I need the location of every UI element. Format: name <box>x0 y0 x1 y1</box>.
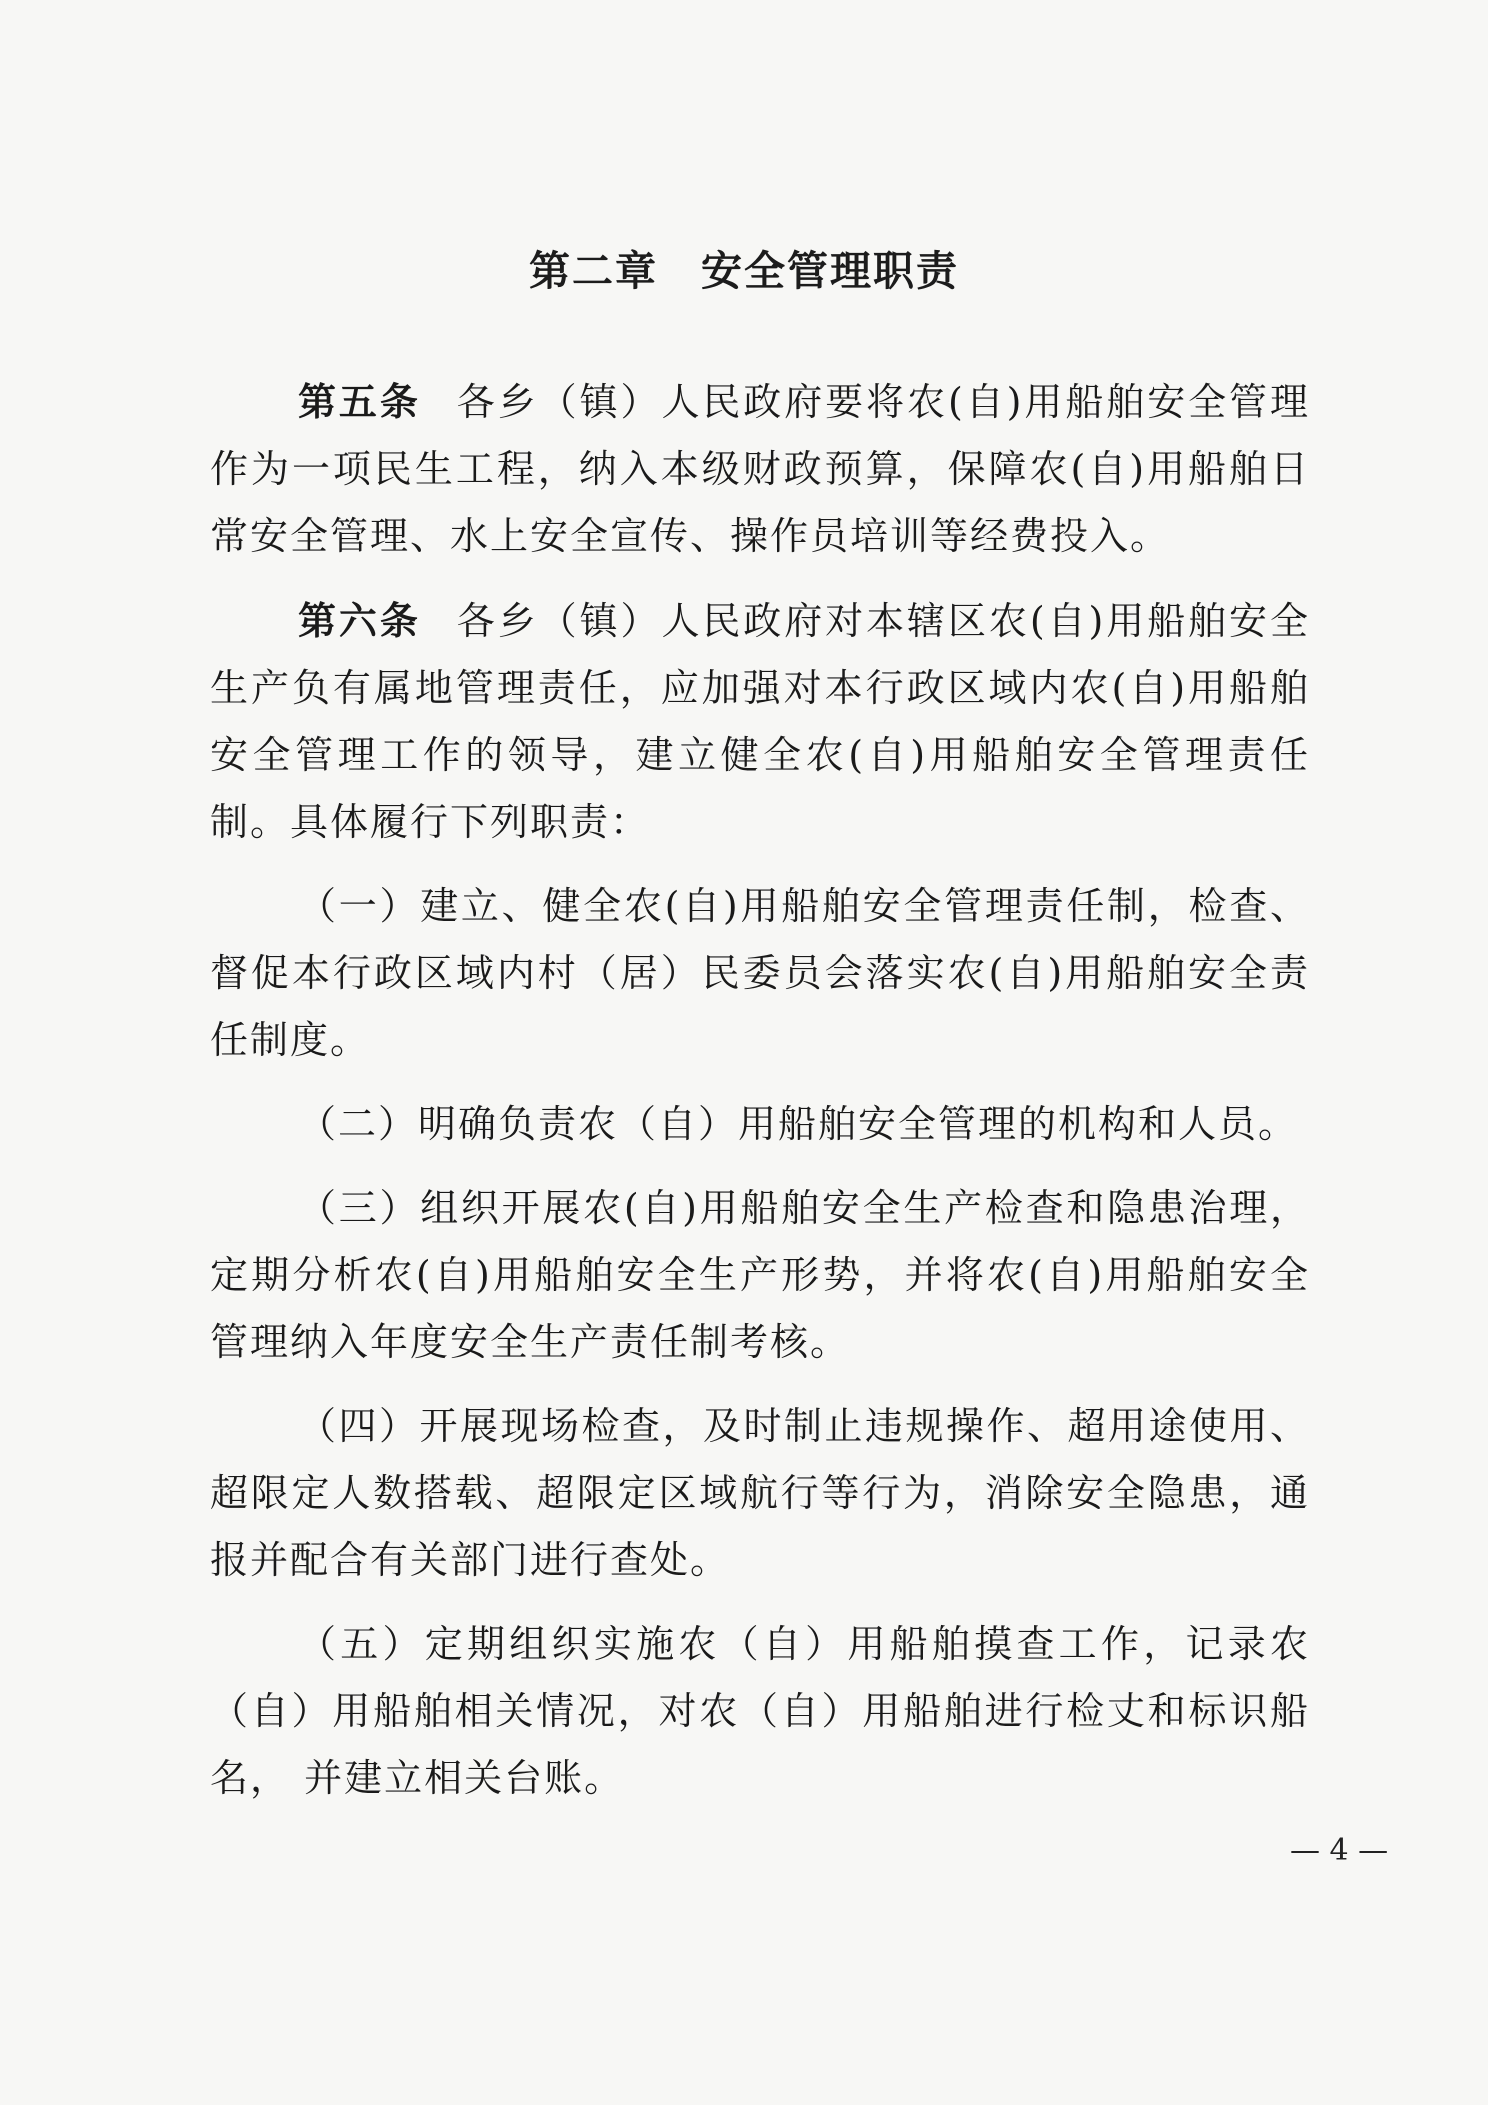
list-item: （四）开展现场检查，及时制止违规操作、超用途使用、超限定人数搭载、超限定区域航行等行为，消除安全隐患，通报并配合有关部门进行查处。 <box>210 1404 1310 1582</box>
article-label: 第六条 <box>298 598 421 643</box>
list-item: （五）定期组织实施农（自）用船舶摸查工作，记录农（自）用船舶相关情况，对农（自）用船舶进行检丈和标识船名， 并建立相关台账。 <box>210 1622 1310 1800</box>
article-label: 第五条 <box>298 379 421 424</box>
list-item: （三）组织开展农(自)用船舶安全生产检查和隐患治理，定期分析农(自)用船舶安全生产形势，并将农(自)用船舶安全管理纳入年度安全生产责任制考核。 <box>210 1186 1310 1364</box>
chapter-title: 第二章 安全管理职责 <box>529 247 959 295</box>
page-number: — 4 — <box>1290 1833 1389 1868</box>
list-item: （二）明确负责农（自）用船舶安全管理的机构和人员。 <box>298 1102 1299 1146</box>
document-body <box>210 368 1310 1812</box>
article-6 <box>210 587 1310 856</box>
article-text: 各乡（镇）人民政府对本辖区农(自)用船舶安全生产负有属地管理责任，应加强对本行政区域内农(自)用船舶安全管理工作的领导，建立健全农(自)用船舶安全管理责任制。具体履行下列职责： <box>210 599 1310 844</box>
article-text: 各乡（镇）人民政府要将农(自)用船舶安全管理作为一项民生工程，纳入本级财政预算，保障农(自)用船舶日常安全管理、水上安全宣传、操作员培训等经费投入。 <box>210 380 1310 558</box>
list-item: （一）建立、健全农(自)用船舶安全管理责任制，检查、督促本行政区域内村（居）民委员会落实农(自)用船舶安全责任制度。 <box>210 884 1310 1062</box>
article-5 <box>210 368 1310 570</box>
